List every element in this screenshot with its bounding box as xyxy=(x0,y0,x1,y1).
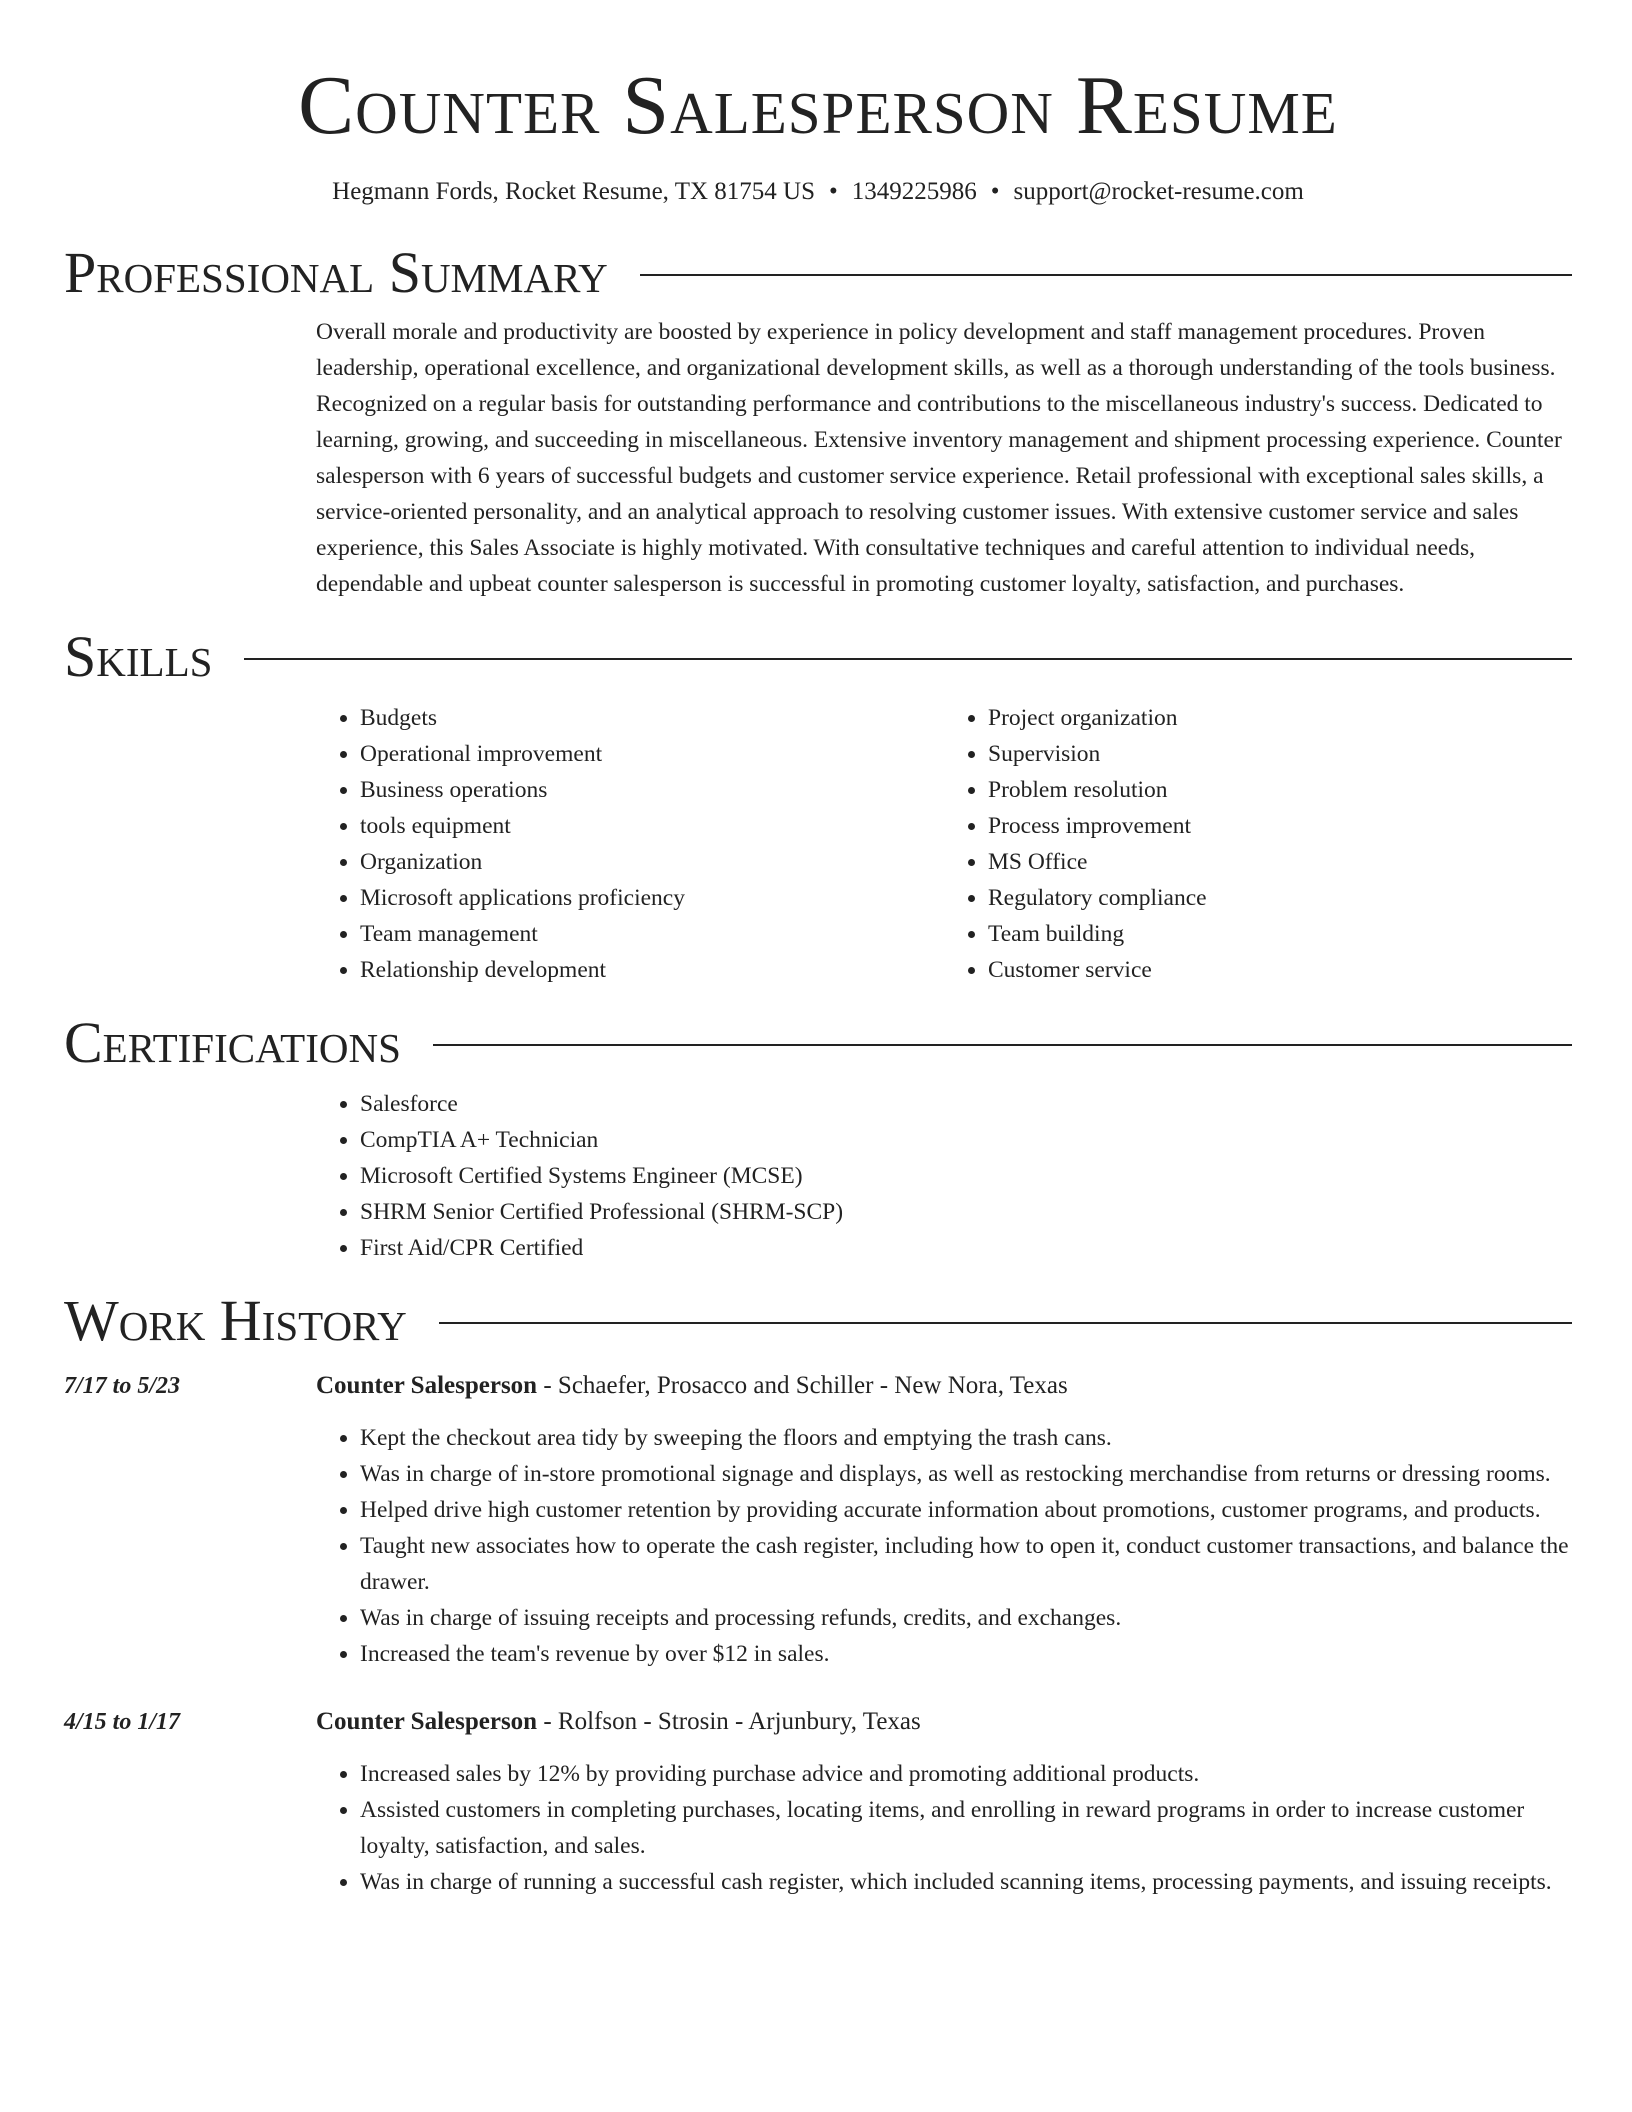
contact-line xyxy=(64,176,1572,208)
summary-section xyxy=(64,238,1572,602)
summary-text: Overall morale and productivity are boosted by experience in policy development and staff management procedures. Proven leadership, operational excellence, and organizational development skills, as well as a thorough understanding of the tools business. Recognized on a regular basis for outstanding performance and contributions to the miscellaneous industry's success. Dedicated to learning, growing, and succeeding in miscellaneous. Extensive inventory management and shipment processing experience. Counter salesperson with 6 years of successful budgets and customer service experience. Retail professional with exceptional sales skills, a service-oriented personality, and an analytical approach to resolving customer issues. With extensive customer service and sales experience, this Sales Associate is highly motivated. With consultative techniques and careful attention to individual needs, dependable and upbeat counter salesperson is successful in promoting customer loyalty, satisfaction, and purchases. xyxy=(316,319,1562,597)
skills-heading: Skills xyxy=(64,624,213,689)
work-history-heading: Work History xyxy=(64,1288,407,1353)
skills-list-left xyxy=(316,700,944,988)
skill-item: • Supervision xyxy=(988,736,1572,772)
skill-item: • Business operations xyxy=(360,772,944,808)
skill-item: • Relationship development xyxy=(360,952,944,988)
job-entry xyxy=(64,1368,1572,1672)
certification-item: • Salesforce xyxy=(360,1086,1572,1122)
certification-item: • First Aid/CPR Certified xyxy=(360,1230,1572,1266)
job-heading xyxy=(316,1368,1068,1404)
job-bullet: • Kept the checkout area tidy by sweeping the floors and emptying the trash cans. xyxy=(360,1420,1572,1456)
certification-item: • Microsoft Certified Systems Engineer (MCSE) xyxy=(360,1158,1572,1194)
resume-page xyxy=(64,0,1572,1900)
summary-header xyxy=(64,238,1572,308)
certifications-header xyxy=(64,1008,1572,1078)
job-bullet: • Was in charge of in-store promotional signage and displays, as well as restocking merchandise from returns or dressing rooms. xyxy=(360,1456,1572,1492)
certification-item: • SHRM Senior Certified Professional (SHRM-SCP) xyxy=(360,1194,1572,1230)
job-heading xyxy=(316,1704,921,1740)
section-divider xyxy=(439,1322,1572,1324)
skill-item: • Microsoft applications proficiency xyxy=(360,880,944,916)
job-bullet: • Assisted customers in completing purchases, locating items, and enrolling in reward programs in order to increase customer loyalty, satisfaction, and sales. xyxy=(360,1792,1572,1864)
job-bullet-list xyxy=(316,1756,1572,1900)
summary-heading: Professional Summary xyxy=(64,240,608,305)
skill-item: • tools equipment xyxy=(360,808,944,844)
job-duties xyxy=(316,1756,1572,1900)
skill-item: • Customer service xyxy=(988,952,1572,988)
job-bullet: • Taught new associates how to operate the cash register, including how to open it, conduct customer transactions, and balance the drawer. xyxy=(360,1528,1572,1600)
skills-list-right xyxy=(944,700,1572,988)
work-history-header xyxy=(64,1286,1572,1356)
skill-item: • Team building xyxy=(988,916,1572,952)
skill-item: • Problem resolution xyxy=(988,772,1572,808)
job-bullet: • Increased the team's revenue by over $12 in sales. xyxy=(360,1636,1572,1672)
section-divider xyxy=(640,274,1572,276)
skills-header xyxy=(64,622,1572,692)
job-title: Counter Salesperson xyxy=(316,1372,538,1399)
job-bullet: • Was in charge of running a successful cash register, which included scanning items, processing payments, and issuing receipts. xyxy=(360,1864,1572,1900)
skill-item: • Budgets xyxy=(360,700,944,736)
job-duties xyxy=(316,1420,1572,1672)
job-bullet-list xyxy=(316,1420,1572,1672)
job-header xyxy=(64,1704,1572,1740)
job-title: Counter Salesperson xyxy=(316,1708,538,1735)
job-dates: 7/17 to 5/23 xyxy=(64,1373,181,1399)
resume-title: Counter Salesperson Resume xyxy=(298,59,1338,152)
job-header xyxy=(64,1368,1572,1404)
job-bullet: • Helped drive high customer retention by providing accurate information about promotions, customer programs, and products. xyxy=(360,1492,1572,1528)
skill-item: • Organization xyxy=(360,844,944,880)
skills-section xyxy=(64,622,1572,988)
certifications-body xyxy=(316,1086,1572,1266)
contact-separator: • xyxy=(990,178,1000,205)
certifications-list xyxy=(316,1086,1572,1266)
skills-columns xyxy=(316,700,1572,988)
contact-phone: 1349225986 xyxy=(851,178,977,205)
job-employer-location: - Rolfson - Strosin - Arjunbury, Texas xyxy=(537,1708,921,1735)
contact-email: support@rocket-resume.com xyxy=(1013,178,1304,205)
contact-address: Hegmann Fords, Rocket Resume, TX 81754 US xyxy=(332,178,815,205)
job-employer-location: - Schaefer, Prosacco and Schiller - New Nora, Texas xyxy=(537,1372,1068,1399)
skill-item: • Project organization xyxy=(988,700,1572,736)
contact-separator: • xyxy=(829,178,838,205)
certifications-section xyxy=(64,1008,1572,1266)
job-bullet: • Increased sales by 12% by providing purchase advice and promoting additional products. xyxy=(360,1756,1572,1792)
certification-item: • CompTIA A+ Technician xyxy=(360,1122,1572,1158)
work-history-section xyxy=(64,1286,1572,1900)
job-bullet: • Was in charge of issuing receipts and processing refunds, credits, and exchanges. xyxy=(360,1600,1572,1636)
section-divider xyxy=(244,658,1572,660)
certifications-heading: Certifications xyxy=(64,1010,401,1075)
job-dates: 4/15 to 1/17 xyxy=(64,1709,181,1735)
skill-item: • Process improvement xyxy=(988,808,1572,844)
summary-body xyxy=(316,314,1572,602)
skill-item: • Team management xyxy=(360,916,944,952)
skill-item: • Operational improvement xyxy=(360,736,944,772)
skill-item: • Regulatory compliance xyxy=(988,880,1572,916)
job-entry xyxy=(64,1704,1572,1900)
skill-item: • MS Office xyxy=(988,844,1572,880)
section-divider xyxy=(433,1044,1572,1046)
